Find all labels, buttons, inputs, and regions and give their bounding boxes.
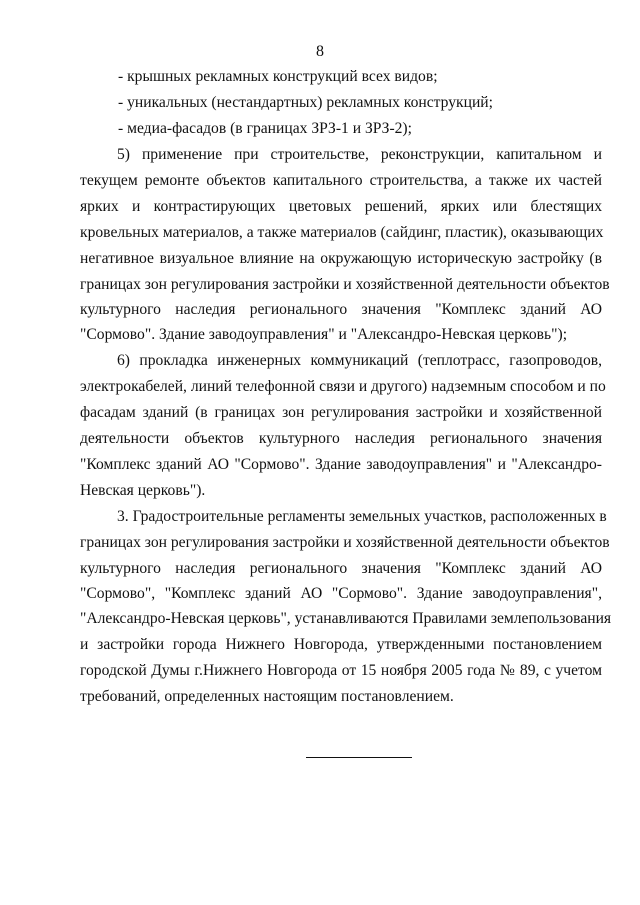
- section-3-line: "Сормово", "Комплекс зданий АО "Сормово". Здание заводоуправления",: [80, 585, 602, 602]
- clause-5-line: ярких и контрастирующих цветовых решений, ярких или блестящих: [80, 198, 602, 215]
- clause-5-line: негативное визуальное влияние на окружающую историческую застройку (в: [80, 250, 602, 267]
- clause-6-line: электрокабелей, линий телефонной связи и другого) надземным способом и по: [80, 378, 606, 395]
- clause-5-line: текущем ремонте объектов капитального строительства, а также их частей: [80, 172, 602, 189]
- page-number: 8: [316, 43, 324, 60]
- closing-rule: [306, 757, 412, 758]
- clause-6-line: деятельности объектов культурного наследия регионального значения: [80, 430, 602, 447]
- section-3-line: "Александро-Невская церковь", устанавливаются Правилами землепользования: [80, 610, 612, 627]
- clause-5-line: 5) применение при строительстве, реконструкции, капитальном и: [117, 146, 602, 163]
- section-3-line: и застройки города Нижнего Новгорода, утвержденными постановлением: [80, 636, 602, 653]
- clause-5-line: культурного наследия регионального значения "Комплекс зданий АО: [80, 301, 602, 318]
- section-3-line: городской Думы г.Нижнего Новгорода от 15 ноября 2005 года № 89, с учетом: [80, 662, 602, 679]
- clause-6-line: 6) прокладка инженерных коммуникаций (теплотрасс, газопроводов,: [117, 352, 602, 369]
- clause-6-line: "Комплекс зданий АО "Сормово". Здание заводоуправления" и "Александро-: [80, 456, 602, 473]
- clause-5-line-last: "Сормово". Здание заводоуправления" и "Александро-Невская церковь");: [80, 326, 568, 343]
- clause-6-line-last: Невская церковь").: [80, 482, 206, 499]
- list-item-media-facades: - медиа-фасадов (в границах ЗРЗ-1 и ЗРЗ-2);: [118, 120, 412, 137]
- clause-5-line: кровельных материалов, а также материалов (сайдинг, пластик), оказывающих: [80, 224, 604, 241]
- list-item-rooftop-ads: - крышных рекламных конструкций всех видов;: [118, 68, 438, 85]
- section-3-line: 3. Градостроительные регламенты земельных участков, расположенных в: [117, 508, 607, 525]
- clause-6-line: фасадам зданий (в границах зон регулирования застройки и хозяйственной: [80, 404, 602, 421]
- section-3-line: культурного наследия регионального значения "Комплекс зданий АО: [80, 560, 602, 577]
- list-item-unique-ads: - уникальных (нестандартных) рекламных конструкций;: [118, 94, 493, 111]
- clause-5-line: границах зон регулирования застройки и хозяйственной деятельности объектов: [80, 276, 610, 293]
- section-3-line-last: требований, определенных настоящим постановлением.: [80, 688, 454, 705]
- section-3-line: границах зон регулирования застройки и хозяйственной деятельности объектов: [80, 534, 610, 551]
